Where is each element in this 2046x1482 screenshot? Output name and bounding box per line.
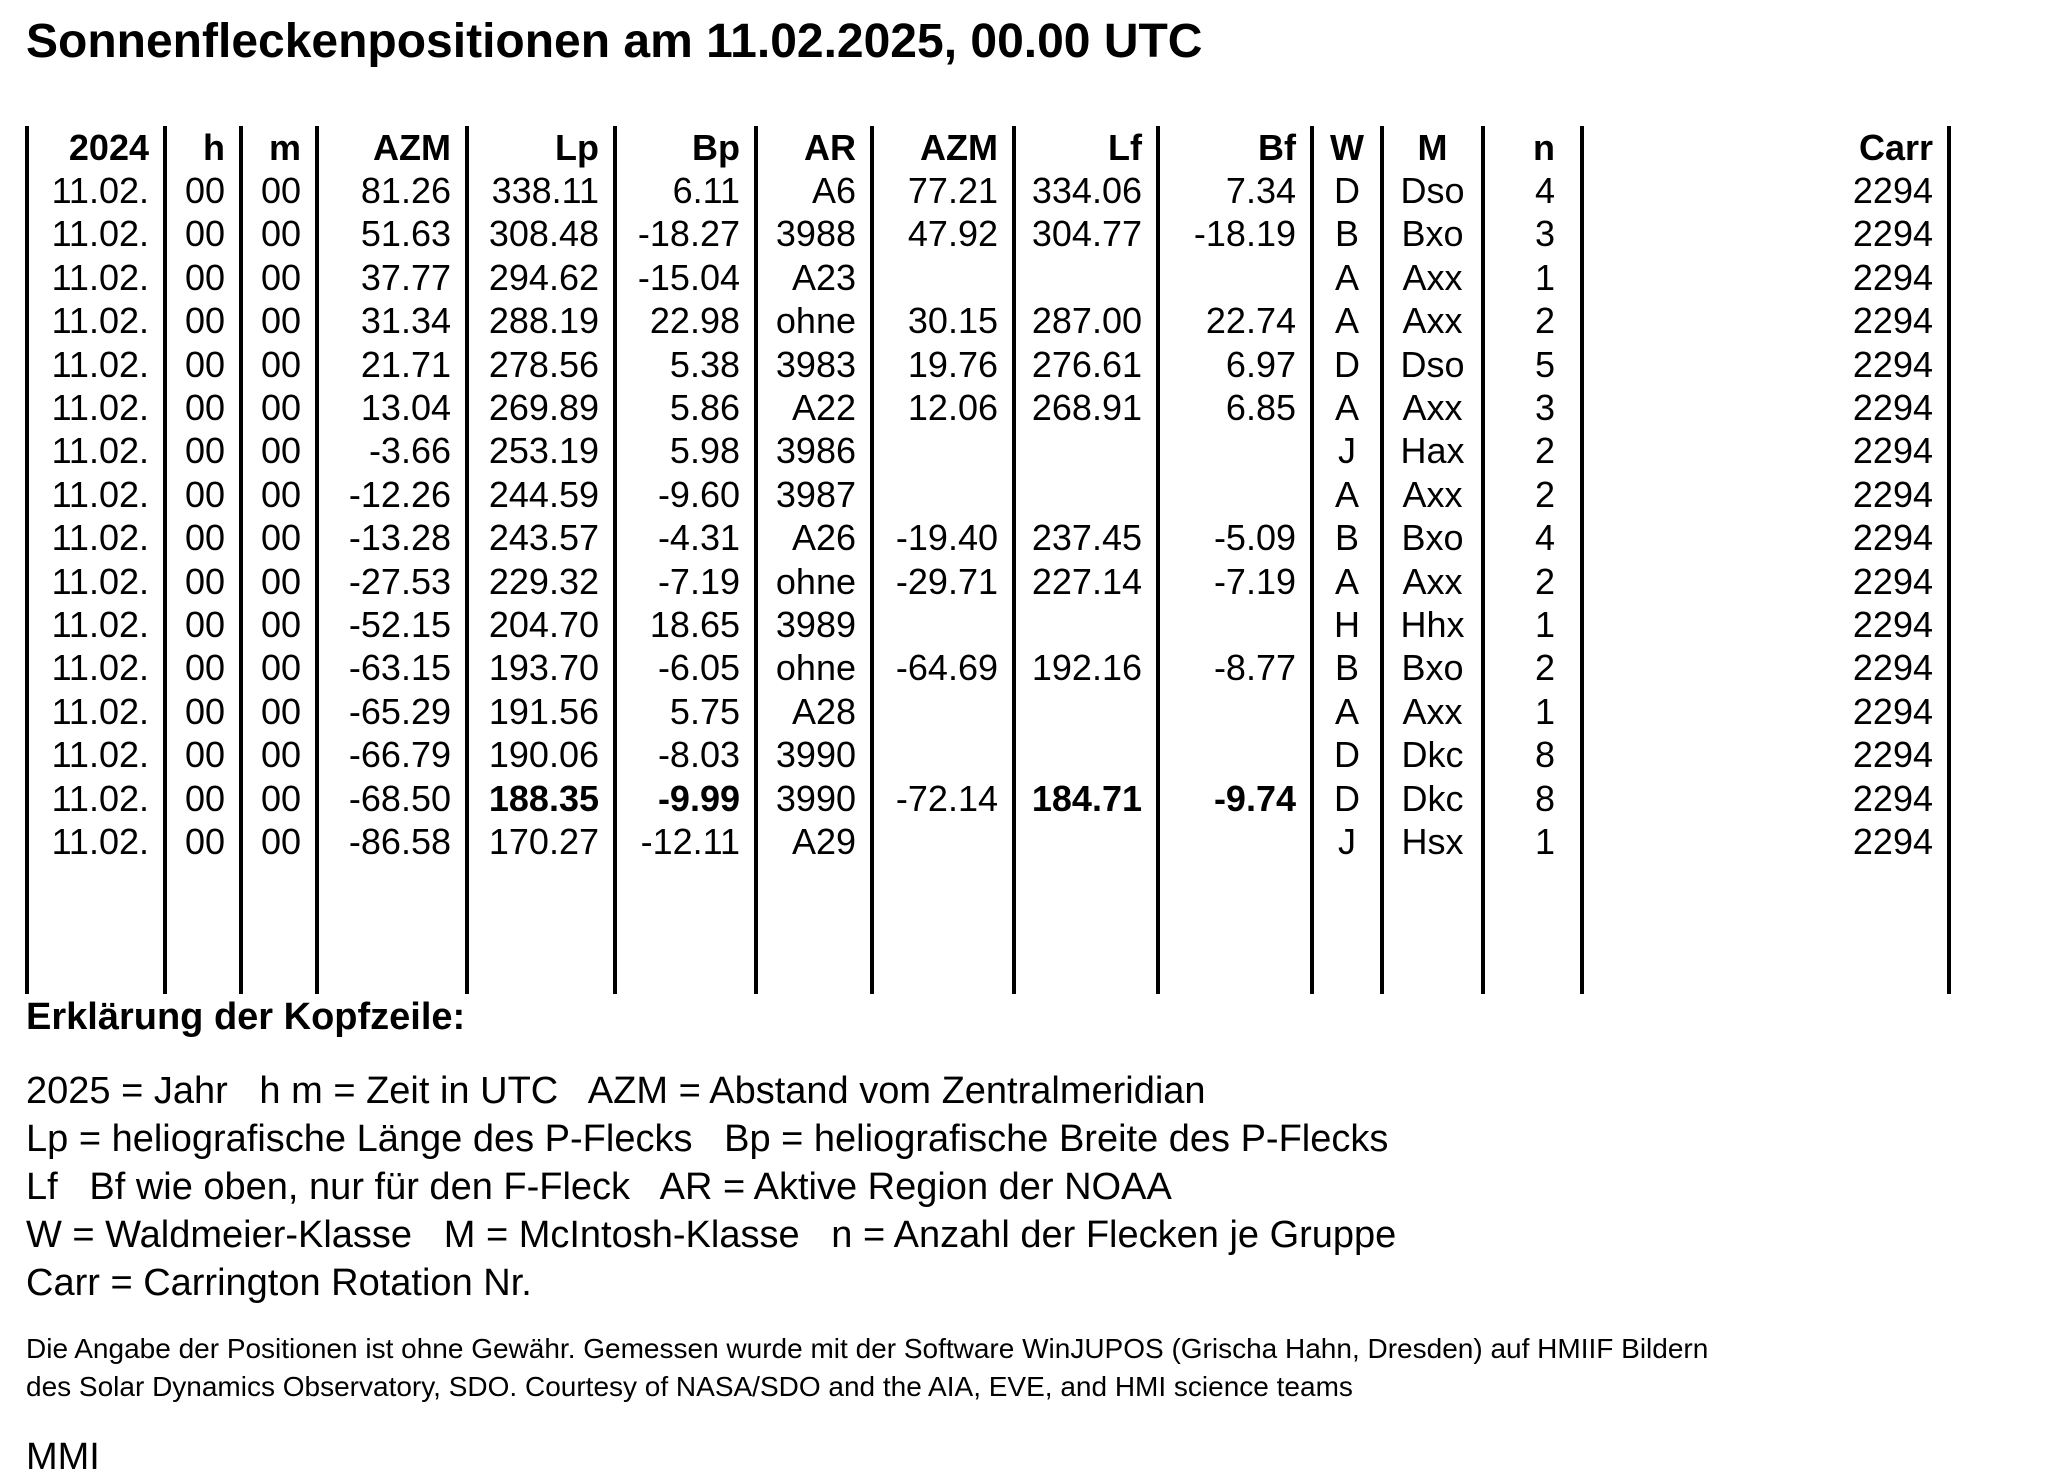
cell-carr: 2294 [1852, 300, 1933, 342]
cell-carr: 2294 [1852, 690, 1933, 732]
cell-m: Dkc [1401, 777, 1464, 819]
cell-bp: 18.65 [649, 604, 740, 645]
cell-minute: 00 [260, 734, 301, 776]
cell-ar: ohne [775, 647, 856, 689]
cell-azm-p: 51.63 [360, 213, 451, 255]
cell-ar: 3988 [775, 213, 856, 255]
cell-w: B [1334, 517, 1359, 559]
cell-m: Axx [1402, 387, 1463, 428]
cell-date: 11.02. [51, 821, 149, 862]
cell-minute: 00 [260, 170, 301, 211]
legend-line: Lp = heliografische Länge des P-Flecks Bp = heliografische Breite des P-Flecks [26, 1118, 1389, 1160]
cell-lp: 190.06 [488, 734, 599, 776]
cell-hour: 00 [184, 170, 225, 211]
table-row [25, 473, 1951, 516]
cell-lf: 227.14 [1031, 560, 1142, 602]
table-row [25, 169, 1951, 212]
header-minute: m [268, 127, 301, 168]
disclaimer-note [26, 1330, 1708, 1406]
cell-minute: 00 [260, 300, 301, 342]
header-n: n [1533, 127, 1555, 168]
cell-hour: 00 [184, 821, 225, 862]
cell-ar: A28 [791, 690, 856, 732]
cell-lp: 244.59 [488, 473, 599, 515]
cell-carr: 2294 [1852, 343, 1933, 385]
cell-azm-p: -63.15 [348, 647, 451, 689]
cell-n: 8 [1534, 777, 1555, 819]
cell-bp: -15.04 [637, 256, 740, 298]
cell-n: 2 [1534, 473, 1555, 515]
cell-carr: 2294 [1852, 256, 1933, 298]
cell-bf: 7.34 [1225, 170, 1296, 211]
cell-azm-f: -19.40 [895, 517, 998, 559]
cell-ar: 3989 [775, 604, 856, 645]
table-row [25, 429, 1951, 472]
cell-hour: 00 [184, 213, 225, 255]
cell-ar: A23 [791, 256, 856, 298]
cell-carr: 2294 [1852, 604, 1933, 645]
cell-carr: 2294 [1852, 560, 1933, 602]
legend-line: W = Waldmeier-Klasse M = McIntosh-Klasse n = Anzahl der Flecken je Gruppe [26, 1214, 1397, 1256]
header-carr: Carr [1858, 127, 1933, 168]
cell-azm-p: -12.26 [348, 473, 451, 515]
cell-azm-f: 30.15 [907, 300, 998, 342]
cell-n: 3 [1534, 213, 1555, 255]
cell-n: 1 [1534, 690, 1555, 732]
table-row [25, 299, 1951, 342]
cell-minute: 00 [260, 430, 301, 472]
cell-ar: 3987 [775, 473, 856, 515]
table-row [25, 343, 1951, 386]
cell-bf: -8.77 [1213, 647, 1296, 689]
cell-w: A [1334, 300, 1359, 342]
cell-date: 11.02. [51, 343, 149, 385]
cell-m: Axx [1402, 560, 1463, 602]
cell-carr: 2294 [1852, 473, 1933, 515]
cell-bf: -9.74 [1213, 777, 1296, 819]
cell-minute: 00 [260, 517, 301, 559]
cell-carr: 2294 [1852, 821, 1933, 862]
cell-carr: 2294 [1852, 647, 1933, 689]
cell-minute: 00 [260, 387, 301, 428]
cell-azm-p: -52.15 [348, 604, 451, 645]
cell-azm-p: -3.66 [368, 430, 451, 472]
cell-ar: 3983 [775, 343, 856, 385]
cell-lf: 237.45 [1031, 517, 1142, 559]
cell-w: D [1334, 734, 1360, 776]
cell-lp: 278.56 [488, 343, 599, 385]
cell-minute: 00 [260, 821, 301, 862]
legend-line: Carr = Carrington Rotation Nr. [26, 1262, 532, 1304]
cell-date: 11.02. [51, 517, 149, 559]
cell-azm-p: 31.34 [360, 300, 451, 342]
cell-minute: 00 [260, 473, 301, 515]
cell-minute: 00 [260, 777, 301, 819]
table-row [25, 212, 1951, 255]
cell-lp: 243.57 [488, 517, 599, 559]
cell-ar: ohne [775, 560, 856, 602]
cell-lf: 268.91 [1031, 387, 1142, 428]
header-bp: Bp [692, 127, 740, 168]
cell-ar: A22 [791, 387, 856, 428]
cell-n: 2 [1534, 300, 1555, 342]
cell-lf: 276.61 [1031, 343, 1142, 385]
cell-lf: 287.00 [1031, 300, 1142, 342]
cell-carr: 2294 [1852, 777, 1933, 819]
cell-minute: 00 [260, 213, 301, 255]
cell-w: A [1334, 560, 1359, 602]
cell-n: 8 [1534, 734, 1555, 776]
cell-w: B [1334, 213, 1359, 255]
cell-azm-f: 77.21 [907, 170, 998, 211]
cell-bp: -9.99 [657, 777, 740, 819]
cell-date: 11.02. [51, 777, 149, 819]
cell-minute: 00 [260, 343, 301, 385]
cell-ar: 3990 [775, 777, 856, 819]
cell-lp: 253.19 [488, 430, 599, 472]
legend-heading: Erklärung der Kopfzeile: [26, 996, 466, 1038]
table-row [25, 777, 1951, 820]
cell-lp: 338.11 [491, 170, 599, 211]
cell-lp: 288.19 [488, 300, 599, 342]
cell-lp: 308.48 [488, 213, 599, 255]
cell-m: Dkc [1401, 734, 1464, 776]
cell-lp: 170.27 [488, 821, 599, 862]
cell-w: J [1338, 821, 1356, 862]
cell-date: 11.02. [51, 473, 149, 515]
cell-m: Hsx [1401, 821, 1464, 862]
cell-n: 2 [1534, 560, 1555, 602]
cell-lf: 334.06 [1031, 170, 1142, 211]
cell-bp: -8.03 [657, 734, 740, 776]
cell-n: 1 [1534, 256, 1555, 298]
cell-bf: 6.97 [1225, 343, 1296, 385]
cell-ar: A6 [811, 170, 856, 211]
table-row [25, 820, 1951, 863]
table-row [25, 256, 1951, 299]
cell-carr: 2294 [1852, 387, 1933, 428]
table-row [25, 733, 1951, 776]
header-bf: Bf [1258, 127, 1296, 168]
cell-w: A [1334, 256, 1359, 298]
cell-minute: 00 [260, 604, 301, 645]
cell-azm-p: 21.71 [360, 343, 451, 385]
cell-hour: 00 [184, 560, 225, 602]
cell-azm-p: -86.58 [348, 821, 451, 862]
table-row [25, 516, 1951, 559]
cell-ar: 3986 [775, 430, 856, 472]
cell-bp: -6.05 [657, 647, 740, 689]
cell-hour: 00 [184, 430, 225, 472]
cell-n: 4 [1534, 517, 1555, 559]
cell-lp: 188.35 [488, 777, 599, 819]
cell-minute: 00 [260, 256, 301, 298]
cell-hour: 00 [184, 300, 225, 342]
cell-azm-p: -68.50 [348, 777, 451, 819]
cell-date: 11.02. [51, 170, 149, 211]
cell-n: 2 [1534, 430, 1555, 472]
cell-bp: 5.75 [669, 690, 740, 732]
cell-n: 5 [1534, 343, 1555, 385]
cell-lp: 193.70 [488, 647, 599, 689]
cell-ar: 3990 [775, 734, 856, 776]
cell-hour: 00 [184, 517, 225, 559]
cell-bp: 22.98 [649, 300, 740, 342]
cell-bf: 6.85 [1225, 387, 1296, 428]
cell-lp: 294.62 [488, 256, 599, 298]
cell-m: Dso [1400, 170, 1465, 211]
cell-n: 2 [1534, 647, 1555, 689]
header-azm-f: AZM [920, 127, 998, 168]
cell-w: D [1334, 777, 1360, 819]
cell-hour: 00 [184, 473, 225, 515]
cell-hour: 00 [184, 387, 225, 428]
header-azm-p: AZM [373, 127, 451, 168]
cell-hour: 00 [184, 647, 225, 689]
cell-azm-p: -66.79 [348, 734, 451, 776]
cell-m: Axx [1402, 473, 1463, 515]
cell-carr: 2294 [1852, 734, 1933, 776]
cell-bp: 6.11 [672, 170, 740, 211]
header-w: W [1330, 127, 1364, 168]
signature: MMI [26, 1436, 100, 1478]
cell-n: 1 [1534, 604, 1555, 645]
cell-azm-f: -72.14 [895, 777, 998, 819]
header-lp: Lp [555, 127, 599, 168]
cell-m: Axx [1402, 690, 1463, 732]
cell-m: Axx [1402, 256, 1463, 298]
cell-hour: 00 [184, 690, 225, 732]
cell-bf: -7.19 [1213, 560, 1296, 602]
cell-n: 1 [1534, 821, 1555, 862]
cell-minute: 00 [260, 560, 301, 602]
cell-hour: 00 [184, 777, 225, 819]
header-m: M [1417, 127, 1448, 168]
cell-bp: 5.38 [669, 343, 740, 385]
header-date: 2024 [68, 127, 149, 168]
cell-m: Hhx [1400, 604, 1465, 645]
table-row [25, 646, 1951, 689]
cell-date: 11.02. [51, 300, 149, 342]
cell-azm-p: 13.04 [360, 387, 451, 428]
cell-hour: 00 [184, 256, 225, 298]
cell-ar: ohne [775, 300, 856, 342]
cell-azm-p: -65.29 [348, 690, 451, 732]
table-row [25, 386, 1951, 429]
cell-bp: -7.19 [657, 560, 740, 602]
cell-m: Bxo [1401, 517, 1464, 559]
cell-n: 3 [1534, 387, 1555, 428]
cell-m: Hax [1400, 430, 1465, 472]
cell-w: A [1334, 473, 1359, 515]
cell-bp: 5.86 [669, 387, 740, 428]
cell-bp: -12.11 [640, 821, 740, 862]
legend-line: 2025 = Jahr h m = Zeit in UTC AZM = Abstand vom Zentralmeridian [26, 1070, 1206, 1112]
cell-bf: 22.74 [1205, 300, 1296, 342]
cell-azm-f: -29.71 [895, 560, 998, 602]
note-line: des Solar Dynamics Observatory, SDO. Courtesy of NASA/SDO and the AIA, EVE, and HMI science teams [26, 1371, 1353, 1402]
cell-carr: 2294 [1852, 430, 1933, 472]
cell-lf: 192.16 [1031, 647, 1142, 689]
page-title: Sonnenfleckenpositionen am 11.02.2025, 00.00 UTC [26, 15, 1203, 68]
sunspot-table [25, 126, 1951, 994]
cell-bp: -18.27 [637, 213, 740, 255]
cell-m: Bxo [1401, 213, 1464, 255]
cell-date: 11.02. [51, 213, 149, 255]
cell-azm-p: -13.28 [348, 517, 451, 559]
cell-azm-f: 12.06 [907, 387, 998, 428]
cell-w: A [1334, 387, 1359, 428]
cell-azm-p: -27.53 [348, 560, 451, 602]
cell-lp: 269.89 [488, 387, 599, 428]
cell-bp: 5.98 [669, 430, 740, 472]
cell-hour: 00 [184, 604, 225, 645]
cell-azm-f: 47.92 [907, 213, 998, 255]
cell-n: 4 [1534, 170, 1555, 211]
cell-date: 11.02. [51, 734, 149, 776]
cell-date: 11.02. [51, 690, 149, 732]
cell-date: 11.02. [51, 560, 149, 602]
table-row [25, 690, 1951, 733]
cell-date: 11.02. [51, 604, 149, 645]
cell-ar: A29 [791, 821, 856, 862]
table-row [25, 560, 1951, 603]
header-ar: AR [804, 127, 856, 168]
cell-date: 11.02. [51, 387, 149, 428]
cell-lf: 304.77 [1031, 213, 1142, 255]
cell-minute: 00 [260, 690, 301, 732]
legend-line: Lf Bf wie oben, nur für den F-Fleck AR = Aktive Region der NOAA [26, 1166, 1172, 1208]
cell-w: B [1334, 647, 1359, 689]
cell-m: Bxo [1401, 647, 1464, 689]
cell-carr: 2294 [1852, 170, 1933, 211]
cell-w: A [1334, 690, 1359, 732]
cell-w: H [1334, 604, 1360, 645]
cell-azm-p: 81.26 [360, 170, 451, 211]
header-hour: h [203, 127, 225, 168]
cell-hour: 00 [184, 343, 225, 385]
cell-azm-f: 19.76 [907, 343, 998, 385]
cell-m: Axx [1402, 300, 1463, 342]
cell-carr: 2294 [1852, 517, 1933, 559]
cell-minute: 00 [260, 647, 301, 689]
cell-bf: -5.09 [1213, 517, 1296, 559]
cell-ar: A26 [791, 517, 856, 559]
cell-lp: 191.56 [488, 690, 599, 732]
cell-bf: -18.19 [1193, 213, 1296, 255]
cell-date: 11.02. [51, 647, 149, 689]
cell-bp: -4.31 [657, 517, 740, 559]
header-lf: Lf [1108, 127, 1142, 168]
note-line: Die Angabe der Positionen ist ohne Gewähr. Gemessen wurde mit der Software WinJUPOS (Grischa Hahn, Dresden) auf HMIIF Bildern [26, 1333, 1709, 1364]
cell-date: 11.02. [51, 430, 149, 472]
cell-w: J [1338, 430, 1356, 472]
cell-lp: 229.32 [488, 560, 599, 602]
cell-w: D [1334, 343, 1360, 385]
cell-date: 11.02. [51, 256, 149, 298]
cell-w: D [1334, 170, 1360, 211]
cell-bp: -9.60 [657, 473, 740, 515]
legend [26, 1067, 1396, 1307]
cell-lf: 184.71 [1031, 777, 1142, 819]
cell-hour: 00 [184, 734, 225, 776]
cell-azm-p: 37.77 [360, 256, 451, 298]
table-row [25, 603, 1951, 646]
cell-azm-f: -64.69 [895, 647, 998, 689]
cell-m: Dso [1400, 343, 1465, 385]
table-header-row [25, 126, 1951, 169]
cell-carr: 2294 [1852, 213, 1933, 255]
cell-lp: 204.70 [488, 604, 599, 645]
